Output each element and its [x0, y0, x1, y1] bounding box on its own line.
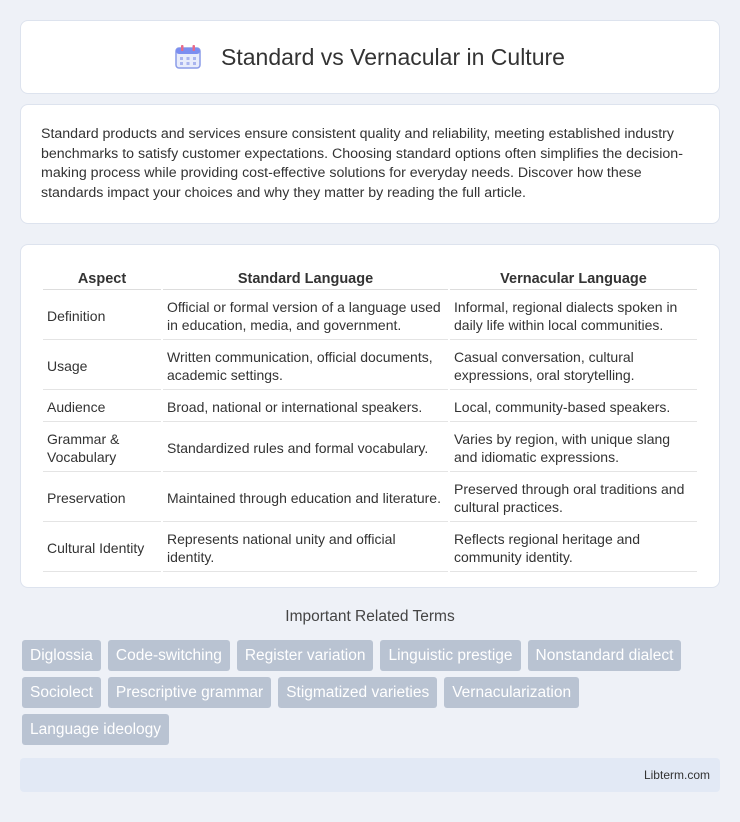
related-term-tag[interactable]: Vernacularization — [444, 677, 579, 708]
cell-vernacular: Local, community-based speakers. — [450, 392, 697, 422]
cell-aspect: Cultural Identity — [43, 524, 161, 572]
calendar-icon — [175, 45, 201, 69]
related-term-tag[interactable]: Sociolect — [22, 677, 101, 708]
intro-card — [20, 104, 720, 224]
table-row — [43, 392, 697, 422]
intro-text: Standard products and services ensure consistent quality and reliability, meeting established industry benchmarks to satisfy customer expectations. Choosing standard options often simplifies the decision-making process while providing cost-effective solutions for everyday needs. Discover how these standards impact your choices and why they matter by reading the full article. — [41, 126, 683, 201]
table-row — [43, 524, 697, 572]
page-title: Standard vs Vernacular in Culture — [221, 43, 565, 70]
cell-aspect: Audience — [43, 392, 161, 422]
cell-vernacular: Informal, regional dialects spoken in daily life within local communities. — [450, 292, 697, 340]
comparison-card — [20, 244, 720, 588]
cell-aspect: Preservation — [43, 474, 161, 522]
related-term-tag[interactable]: Stigmatized varieties — [278, 677, 437, 708]
cell-aspect: Definition — [43, 292, 161, 340]
related-term-tag[interactable]: Diglossia — [22, 640, 101, 671]
comparison-table — [41, 265, 699, 574]
cell-aspect: Grammar & Vocabulary — [43, 424, 161, 472]
cell-standard: Broad, national or international speakers. — [163, 392, 448, 422]
table-row — [43, 342, 697, 390]
related-terms-title: Important Related Terms — [285, 608, 455, 625]
table-row — [43, 424, 697, 472]
related-term-tag[interactable]: Register variation — [237, 640, 374, 671]
footer — [20, 758, 720, 792]
related-terms-list — [22, 640, 722, 751]
cell-aspect: Usage — [43, 342, 161, 390]
cell-standard: Maintained through education and literature. — [163, 474, 448, 522]
cell-standard: Official or formal version of a language used in education, media, and government. — [163, 292, 448, 340]
footer-site-link[interactable]: Libterm.com — [643, 768, 710, 782]
cell-standard: Standardized rules and formal vocabulary. — [163, 424, 448, 472]
cell-standard: Represents national unity and official identity. — [163, 524, 448, 572]
cell-standard: Written communication, official documents, academic settings. — [163, 342, 448, 390]
related-term-tag[interactable]: Code-switching — [108, 640, 230, 671]
header-vernacular: Vernacular Language — [450, 267, 697, 290]
header-aspect: Aspect — [43, 267, 161, 290]
related-term-tag[interactable]: Nonstandard dialect — [528, 640, 682, 671]
title-card — [20, 20, 720, 94]
cell-vernacular: Reflects regional heritage and community identity. — [450, 524, 697, 572]
cell-vernacular: Varies by region, with unique slang and idiomatic expressions. — [450, 424, 697, 472]
table-row — [43, 292, 697, 340]
cell-vernacular: Preserved through oral traditions and cultural practices. — [450, 474, 697, 522]
header-standard: Standard Language — [163, 267, 448, 290]
table-header-row — [43, 267, 697, 290]
related-term-tag[interactable]: Linguistic prestige — [380, 640, 520, 671]
related-term-tag[interactable]: Language ideology — [22, 714, 169, 745]
table-row — [43, 474, 697, 522]
related-term-tag[interactable]: Prescriptive grammar — [108, 677, 271, 708]
cell-vernacular: Casual conversation, cultural expressions, oral storytelling. — [450, 342, 697, 390]
